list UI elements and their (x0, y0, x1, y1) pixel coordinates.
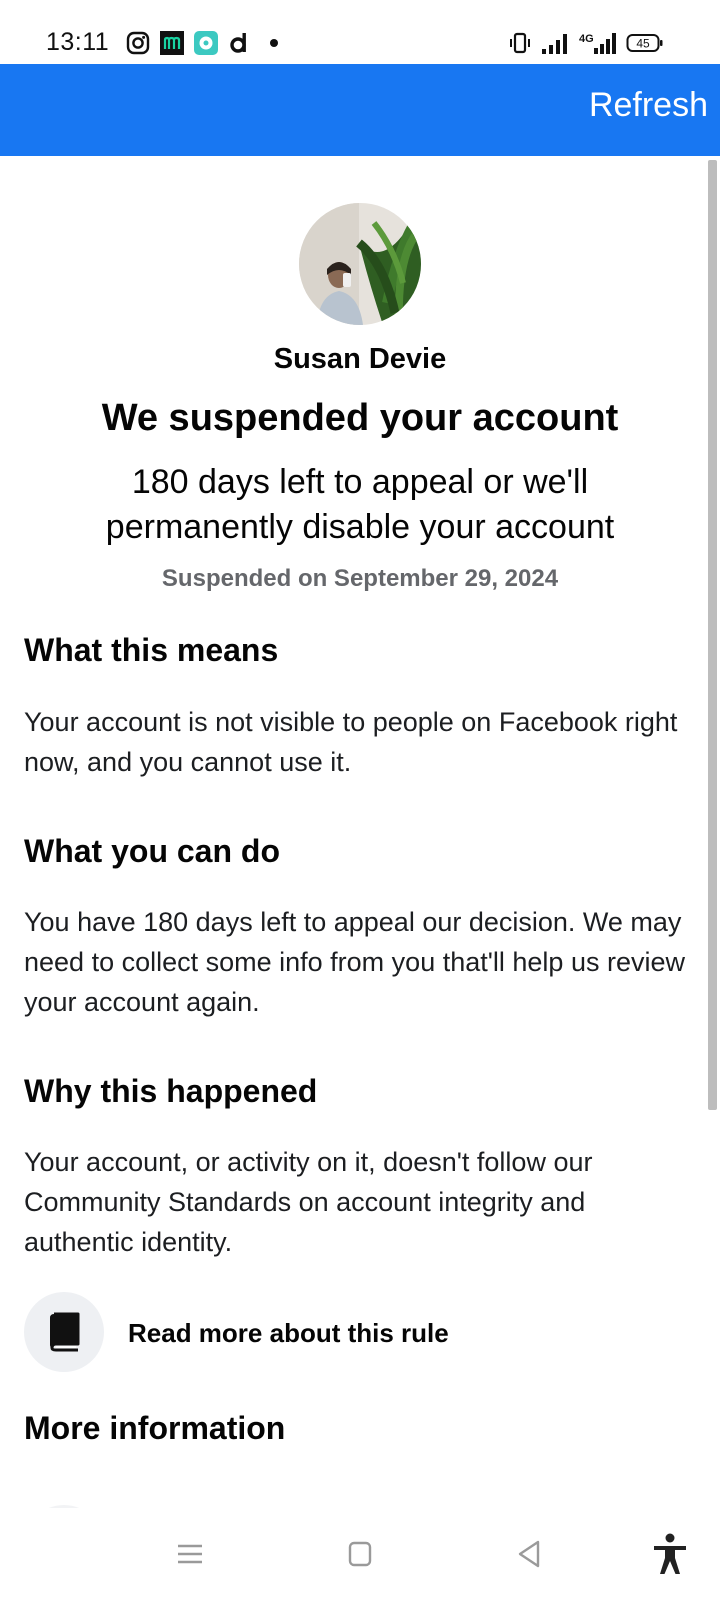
back-triangle-icon[interactable] (506, 1530, 554, 1578)
suspension-headline: We suspended your account (101, 397, 619, 439)
read-more-rule-label: Read more about this rule (128, 1318, 449, 1348)
network-label: 4G (579, 33, 594, 45)
section-title-what-this-means: What this means (24, 632, 279, 668)
section-body-why-this-happened: Your account, or activity on it, doesn't follow our Community Standards on account integrity and authentic identity. (24, 1147, 593, 1257)
accessibility-icon[interactable] (646, 1530, 694, 1578)
notification-dot-icon (262, 31, 286, 55)
moniepoint-icon (160, 31, 184, 55)
status-bar (0, 0, 720, 64)
section-body-what-you-can-do: You have 180 days left to appeal our decision. We may need to collect some info from you that'll help us review your account again. (24, 907, 685, 1017)
messenger-bubble-icon (194, 31, 218, 55)
user-name: Susan Devie (273, 343, 447, 375)
appeal-deadline-text: 180 days left to appeal or we'll permanently disable your account (105, 463, 615, 546)
menu-icon[interactable] (166, 1530, 214, 1578)
vibrate-icon (508, 31, 532, 55)
suspended-date: Suspended on September 29, 2024 (161, 565, 559, 592)
read-more-rule-link[interactable] (24, 1292, 684, 1372)
section-title-what-you-can-do: What you can do (24, 833, 280, 869)
system-nav-bar (0, 1508, 720, 1600)
app-header (0, 64, 720, 156)
signal-icon (540, 31, 570, 55)
scrollbar[interactable] (708, 160, 717, 1110)
refresh-button[interactable]: Refresh (588, 86, 708, 124)
d-app-icon (228, 31, 252, 55)
instagram-icon (126, 31, 150, 55)
signal-4g-icon (578, 31, 618, 55)
battery-level: 45 (636, 36, 650, 51)
battery-icon (626, 31, 664, 55)
home-square-icon[interactable] (336, 1530, 384, 1578)
section-body-what-this-means: Your account is not visible to people on Facebook right now, and you cannot use it. (24, 707, 678, 777)
book-icon (46, 1312, 82, 1352)
book-icon-container (24, 1292, 104, 1372)
status-time: 13:11 (46, 28, 110, 56)
section-title-more-information: More information (24, 1410, 286, 1446)
section-title-why-this-happened: Why this happened (24, 1073, 318, 1109)
avatar (299, 203, 421, 325)
